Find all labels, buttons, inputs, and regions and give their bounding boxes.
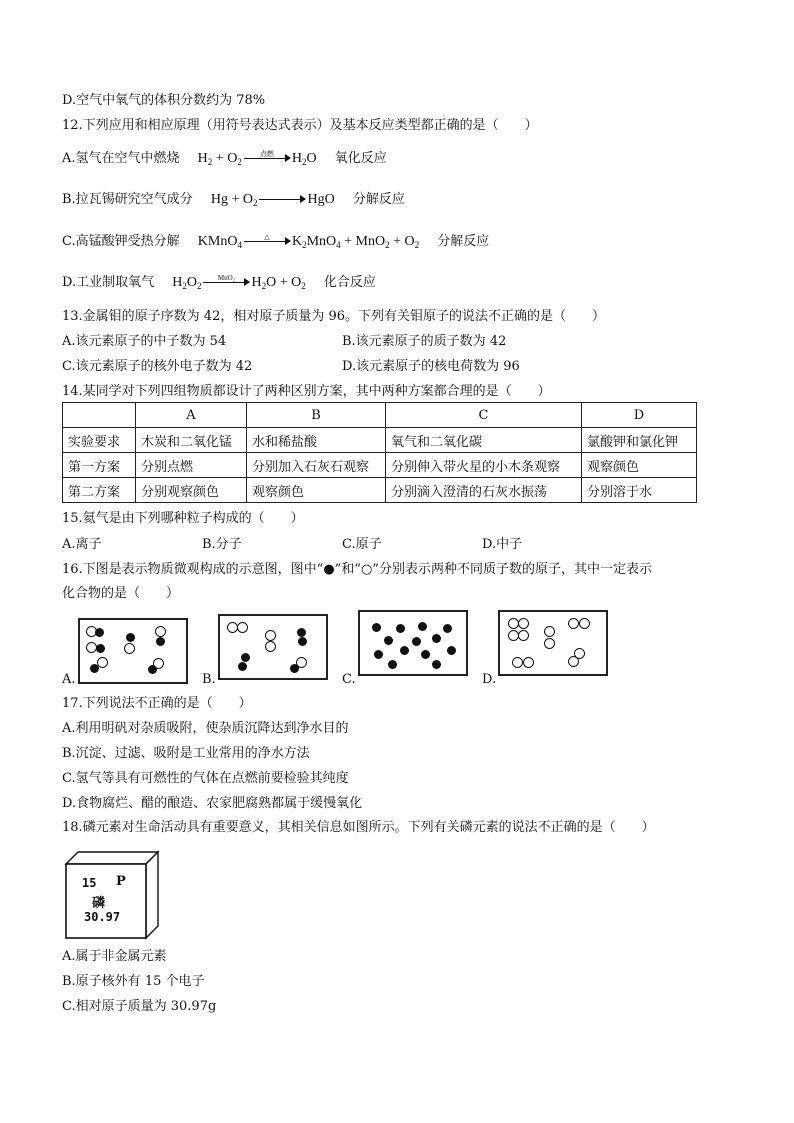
black-atom: [372, 623, 381, 632]
q16-stem-line2: 化合物的是（ ）: [62, 586, 180, 601]
black-atom: [148, 665, 157, 674]
black-atom: [432, 660, 441, 669]
element-mass: 30.97: [84, 910, 121, 924]
black-atom: [388, 660, 397, 669]
q15-stem: 15.氦气是由下列哪种粒子构成的（ ）: [62, 511, 304, 526]
black-atom: [418, 622, 427, 631]
q13-option-c: C.该元素原子的核外电子数为 42: [62, 359, 253, 374]
q12-option-b: B.拉瓦锡研究空气成分 $Hg + O_2$ HgO 分解反应: [62, 192, 405, 208]
table-row: 第二方案 分别观察颜色 观察颜色 分别滴入澄清的石灰水振荡 分别溶于水: [63, 478, 697, 503]
q16-diagram-d: [498, 610, 608, 676]
q16-stem-line1: 16.下图是表示物质微观构成的示意图，图中“●”和“○”分别表示两种不同质子数的原子，其中一定表示: [62, 562, 652, 577]
black-atom: [298, 637, 307, 646]
white-atom: [544, 638, 555, 649]
black-atom: [447, 646, 456, 655]
black-atom: [421, 650, 430, 659]
q15-option-b: B.分子: [202, 537, 242, 552]
q13-stem: 13.金属钼的原子序数为 42，相对原子质量为 96。下列有关钼原子的说法不正确的是（ ）: [62, 309, 606, 324]
element-number: 15: [82, 876, 97, 890]
q17-option-a: A.利用明矾对杂质吸附，使杂质沉降达到净水目的: [62, 721, 349, 736]
q17-stem: 17.下列说法不正确的是（ ）: [62, 696, 252, 711]
black-atom: [396, 624, 405, 633]
q16-diagram-a: [78, 618, 188, 684]
q16-label-d: D.: [482, 672, 497, 687]
white-atom: [523, 657, 534, 668]
white-atom: [518, 618, 529, 629]
equation: $Hg + O_2$ HgO: [210, 192, 335, 208]
reaction-arrow: [259, 195, 305, 205]
q12-option-d: D.工业制取氧气 $H_2O_2$ MnO₂ $H_2O + O_2$ 化合反应: [62, 273, 376, 291]
table-header-row: A B C D: [63, 403, 697, 428]
white-atom: [265, 641, 276, 652]
q13-option-b: B.该元素原子的质子数为 42: [342, 334, 507, 349]
q16-diagram-c: [358, 610, 468, 676]
white-atom: [518, 630, 529, 641]
black-atom: [241, 653, 250, 662]
black-atom: [238, 662, 247, 671]
white-atom: [155, 626, 166, 637]
white-atom: [568, 618, 579, 629]
q17-option-b: B.沉淀、过滤、吸附是工业常用的净水方法: [62, 746, 310, 761]
q12-option-c: C.高锰酸钾受热分解 KMnO$_4$ △ $K_2MnO_4 + MnO_2 + O_2$ 分解反应: [62, 232, 490, 250]
q17-option-d: D.食物腐烂、醋的酿造、农家肥腐熟都属于缓慢氧化: [62, 796, 363, 811]
q18-option-c: C.相对原子质量为 30.97g: [62, 999, 217, 1014]
equation: $H_2O_2$ MnO₂ $H_2O + O_2$: [172, 273, 306, 291]
table-row: 第一方案 分别点燃 分别加入石灰石观察 分别伸入带火星的小木条观察 观察颜色: [63, 453, 697, 478]
reaction-arrow: △: [244, 237, 290, 247]
q16-diagram-b: [218, 614, 328, 680]
element-name: 磷: [92, 896, 106, 911]
element-cube-outline: [64, 850, 164, 940]
q12-option-a: A.氢气在空气中燃烧 $H_2 + O_2$ 点燃 $H_2O$ 氧化反应: [62, 149, 387, 167]
white-atom: [574, 648, 585, 659]
q17-option-c: C.氢气等具有可燃性的气体在点燃前要检验其纯度: [62, 771, 349, 786]
table-row: 实验要求 木炭和二氧化锰 水和稀盐酸 氧气和二氧化碳 氯酸钾和氯化钾: [63, 428, 697, 453]
q14-stem: 14.某同学对下列四组物质都设计了两种区别方案，其中两种方案都合理的是（ ）: [62, 384, 551, 399]
white-atom: [544, 626, 555, 637]
black-atom: [90, 664, 99, 673]
white-atom: [512, 657, 523, 668]
white-atom: [579, 618, 590, 629]
white-atom: [265, 630, 276, 641]
q16-label-c: C.: [342, 672, 356, 687]
black-atom: [384, 636, 393, 645]
black-atom: [443, 624, 452, 633]
black-atom: [126, 633, 135, 642]
q18-option-b: B.原子核外有 15 个电子: [62, 974, 205, 989]
element-symbol: P: [116, 874, 126, 889]
black-atom: [290, 664, 299, 673]
black-atom: [95, 628, 104, 637]
q16-label-a: A.: [62, 672, 76, 687]
q15-option-a: A.离子: [62, 537, 102, 552]
black-atom: [374, 650, 383, 659]
q14-table: [62, 402, 697, 503]
black-atom: [412, 637, 421, 646]
q13-option-a: A.该元素原子的中子数为 54: [62, 334, 227, 349]
white-atom: [124, 643, 135, 654]
black-atom: [156, 637, 165, 646]
q15-option-c: C.原子: [342, 537, 382, 552]
black-atom: [297, 628, 306, 637]
equation: $H_2 + O_2$ 点燃 $H_2O$: [197, 149, 317, 167]
reaction-arrow: MnO₂: [203, 278, 249, 288]
q13-option-d: D.该元素原子的核电荷数为 96: [342, 359, 520, 374]
white-atom: [237, 622, 248, 633]
equation: KMnO$_4$ △ $K_2MnO_4 + MnO_2 + O_2$: [197, 232, 420, 250]
q12-stem: 12.下列应用和相应原理（用符号表达式表示）及基本反应类型都正确的是（ ）: [62, 118, 538, 133]
element-card: [64, 850, 164, 944]
reaction-arrow: 点燃: [244, 154, 290, 164]
black-atom: [96, 644, 105, 653]
black-atom: [432, 634, 441, 643]
q15-option-d: D.中子: [482, 537, 523, 552]
q18-option-a: A.属于非金属元素: [62, 949, 167, 964]
q11-option-d: D.空气中氧气的体积分数约为 78%: [62, 93, 266, 108]
q18-stem: 18.磷元素对生命活动具有重要意义，其相关信息如图所示。下列有关磷元素的说法不正确的是（ ）: [62, 820, 655, 835]
q16-label-b: B.: [202, 672, 216, 687]
black-atom: [400, 646, 409, 655]
